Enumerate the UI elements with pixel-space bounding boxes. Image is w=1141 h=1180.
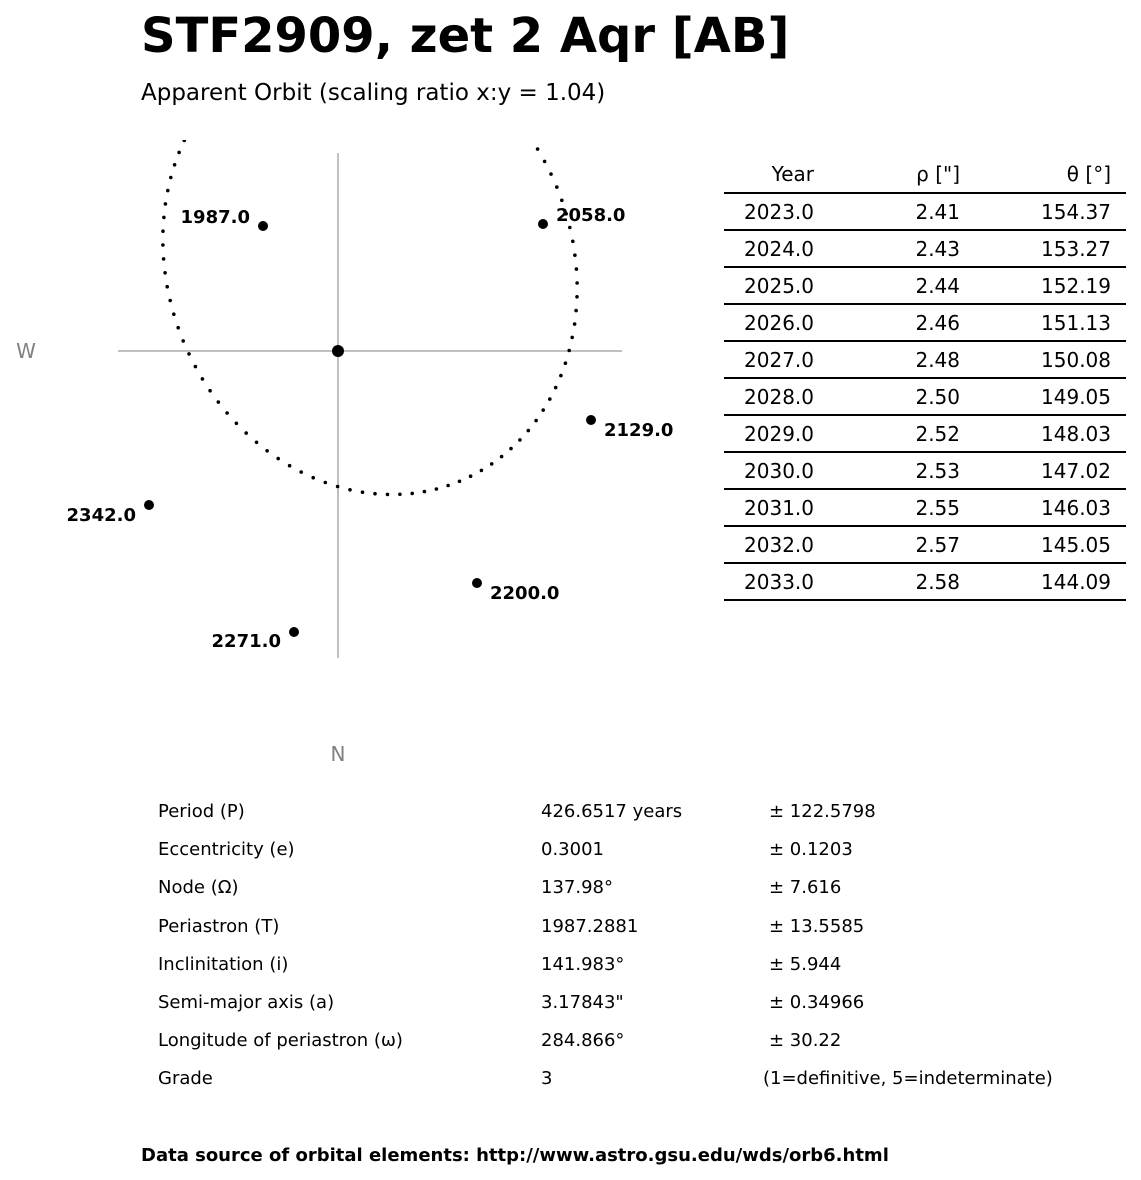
theta-cell: 148.03	[975, 415, 1126, 452]
orbit-dot	[172, 312, 176, 316]
year-cell: 2033.0	[724, 563, 829, 600]
table-row	[724, 563, 1126, 600]
orbit-dot	[348, 488, 352, 492]
rho-cell: 2.41	[829, 193, 975, 230]
orbit-dot	[166, 189, 170, 193]
orbit-dot	[299, 470, 303, 474]
element-error: ± 7.616	[769, 877, 842, 899]
element-error: ± 0.34966	[769, 991, 865, 1013]
page-title: STF2909, zet 2 Aqr [AB]	[141, 8, 790, 64]
rho-cell: 2.55	[829, 489, 975, 526]
table-row	[724, 341, 1126, 378]
theta-cell: 154.37	[975, 193, 1126, 230]
orbit-dot	[165, 285, 169, 289]
table-row	[724, 230, 1126, 267]
orbit-dot	[208, 389, 212, 393]
element-error: ± 13.5585	[769, 915, 865, 937]
epoch-point	[472, 578, 482, 588]
orbit-dot	[480, 469, 484, 473]
orbit-dot	[509, 447, 513, 451]
primary-star	[332, 345, 344, 357]
west-label: W	[16, 339, 36, 363]
orbit-dot	[225, 411, 229, 415]
table-row	[724, 193, 1126, 230]
orbit-dot	[446, 484, 450, 488]
epoch-point	[586, 415, 596, 425]
theta-cell: 145.05	[975, 526, 1126, 563]
rho-cell: 2.43	[829, 230, 975, 267]
orbit-dot	[187, 352, 191, 356]
orbit-dot	[500, 455, 504, 459]
orbit-dot	[527, 429, 531, 433]
epoch-point	[538, 219, 548, 229]
orbit-dot	[549, 172, 553, 176]
orbit-dot	[554, 386, 558, 390]
rho-cell: 2.48	[829, 341, 975, 378]
rho-header: ρ ["]	[829, 156, 975, 193]
table-row	[724, 267, 1126, 304]
orbit-dot	[518, 438, 522, 442]
theta-cell: 149.05	[975, 378, 1126, 415]
orbit-dot	[169, 176, 173, 180]
orbit-dot	[161, 229, 165, 233]
orbit-dot	[575, 267, 579, 271]
orbit-dot	[386, 493, 390, 497]
epoch-label: 1987.0	[180, 207, 250, 228]
epoch-point	[289, 627, 299, 637]
orbit-dot	[575, 295, 579, 299]
orbit-dot	[176, 326, 180, 330]
orbit-dot	[162, 216, 166, 220]
orbit-dot	[410, 492, 414, 496]
orbit-dot	[469, 474, 473, 478]
epoch-label: 2058.0	[556, 205, 626, 226]
element-name: Inclinitation (i)	[158, 953, 289, 975]
rho-cell: 2.57	[829, 526, 975, 563]
epoch-point	[144, 500, 154, 510]
orbit-dot	[183, 140, 187, 142]
element-value: 426.6517 years	[541, 801, 683, 822]
year-cell: 2029.0	[724, 415, 829, 452]
orbit-dot	[181, 339, 185, 343]
year-header: Year	[724, 156, 829, 193]
orbit-dot	[324, 481, 328, 485]
element-name: Semi-major axis (a)	[158, 991, 335, 1013]
year-cell: 2026.0	[724, 304, 829, 341]
orbit-dot	[575, 281, 579, 285]
orbit-dot	[548, 397, 552, 401]
element-error: ± 30.22	[769, 1030, 842, 1052]
theta-header: θ [°]	[975, 156, 1126, 193]
element-name: Periastron (T)	[158, 915, 280, 937]
orbit-dot	[574, 309, 578, 313]
element-value: 1987.2881	[541, 915, 639, 937]
rho-cell: 2.52	[829, 415, 975, 452]
orbit-dot	[541, 408, 545, 412]
orbit-dot	[194, 365, 198, 369]
orbit-dot	[276, 457, 280, 461]
orbit-dot	[570, 336, 574, 340]
grade-note: (1=definitive, 5=indeterminate)	[763, 1068, 1053, 1090]
epoch-label: 2342.0	[66, 505, 136, 526]
orbit-dot	[573, 253, 577, 257]
rho-cell: 2.50	[829, 378, 975, 415]
year-cell: 2027.0	[724, 341, 829, 378]
orbit-dot	[265, 449, 269, 453]
orbit-dot	[235, 422, 239, 426]
orbit-path	[161, 140, 579, 496]
epoch-label: 2200.0	[490, 583, 560, 604]
orbit-dot	[164, 202, 168, 206]
rho-cell: 2.46	[829, 304, 975, 341]
year-cell: 2025.0	[724, 267, 829, 304]
theta-cell: 147.02	[975, 452, 1126, 489]
north-label: N	[330, 742, 346, 766]
theta-cell: 150.08	[975, 341, 1126, 378]
year-cell: 2023.0	[724, 193, 829, 230]
orbit-dot	[163, 271, 167, 275]
element-error: ± 5.944	[769, 953, 842, 975]
orbit-dot	[161, 243, 165, 247]
orbit-dot	[490, 462, 494, 466]
rho-cell: 2.58	[829, 563, 975, 600]
year-cell: 2024.0	[724, 230, 829, 267]
page-subtitle: Apparent Orbit (scaling ratio x:y = 1.04)	[141, 80, 606, 106]
orbit-dot	[560, 199, 564, 203]
orbit-dot	[361, 490, 365, 494]
orbit-dot	[311, 476, 315, 480]
element-value: 137.98°	[541, 877, 613, 899]
orbit-plot	[0, 140, 700, 780]
orbit-dot	[458, 480, 462, 484]
theta-cell: 146.03	[975, 489, 1126, 526]
element-value: 141.983°	[541, 953, 625, 975]
element-name: Node (Ω)	[158, 877, 239, 899]
orbit-dot	[568, 226, 572, 230]
orbit-dot	[564, 361, 568, 365]
orbit-dot	[536, 147, 540, 151]
orbit-dot	[288, 464, 292, 468]
year-cell: 2028.0	[724, 378, 829, 415]
orbit-dot	[373, 492, 377, 496]
orbit-dot	[543, 160, 547, 164]
orbit-dot	[201, 377, 205, 381]
theta-cell: 151.13	[975, 304, 1126, 341]
ephemeris-table	[724, 156, 1126, 601]
year-cell: 2030.0	[724, 452, 829, 489]
orbit-dot	[162, 257, 166, 261]
year-cell: 2031.0	[724, 489, 829, 526]
table-row	[724, 489, 1126, 526]
orbit-dot	[398, 493, 402, 497]
orbit-dot	[336, 485, 340, 489]
table-row	[724, 452, 1126, 489]
orbit-dot	[559, 374, 563, 378]
table-row	[724, 526, 1126, 563]
orbit-dot	[217, 400, 221, 404]
table-row	[724, 378, 1126, 415]
theta-cell: 153.27	[975, 230, 1126, 267]
orbit-dot	[255, 441, 259, 445]
element-name: Longitude of periastron (ω)	[158, 1030, 403, 1052]
element-name: Eccentricity (e)	[158, 839, 295, 861]
orbit-dot	[573, 322, 577, 326]
theta-cell: 152.19	[975, 267, 1126, 304]
orbit-dot	[555, 185, 559, 189]
orbit-dot	[423, 490, 427, 494]
grade-value: 3	[541, 1068, 553, 1090]
rho-cell: 2.53	[829, 452, 975, 489]
theta-cell: 144.09	[975, 563, 1126, 600]
epoch-label: 2271.0	[211, 631, 281, 652]
element-value: 284.866°	[541, 1030, 625, 1052]
table-row	[724, 304, 1126, 341]
element-name: Period (P)	[158, 801, 245, 822]
epoch-point	[258, 221, 268, 231]
orbit-dot	[571, 240, 575, 244]
orbit-dot	[534, 419, 538, 423]
table-header-row	[724, 156, 1126, 193]
grade-name: Grade	[158, 1068, 213, 1090]
table-row	[724, 415, 1126, 452]
orbit-dot	[244, 431, 248, 435]
epoch-label: 2129.0	[604, 420, 674, 441]
orbit-dot	[168, 299, 172, 303]
data-source-footer: Data source of orbital elements: http://www.astro.gsu.edu/wds/orb6.html	[141, 1145, 889, 1166]
orbit-dot	[173, 163, 177, 167]
orbit-dot	[435, 487, 439, 491]
orbit-dot	[177, 151, 181, 155]
orbit-dot	[567, 349, 571, 353]
epoch-markers	[67, 205, 674, 652]
year-cell: 2032.0	[724, 526, 829, 563]
element-value: 3.17843"	[541, 991, 624, 1013]
element-error: ± 0.1203	[769, 839, 853, 861]
element-value: 0.3001	[541, 839, 604, 861]
rho-cell: 2.44	[829, 267, 975, 304]
element-error: ± 122.5798	[769, 801, 876, 822]
